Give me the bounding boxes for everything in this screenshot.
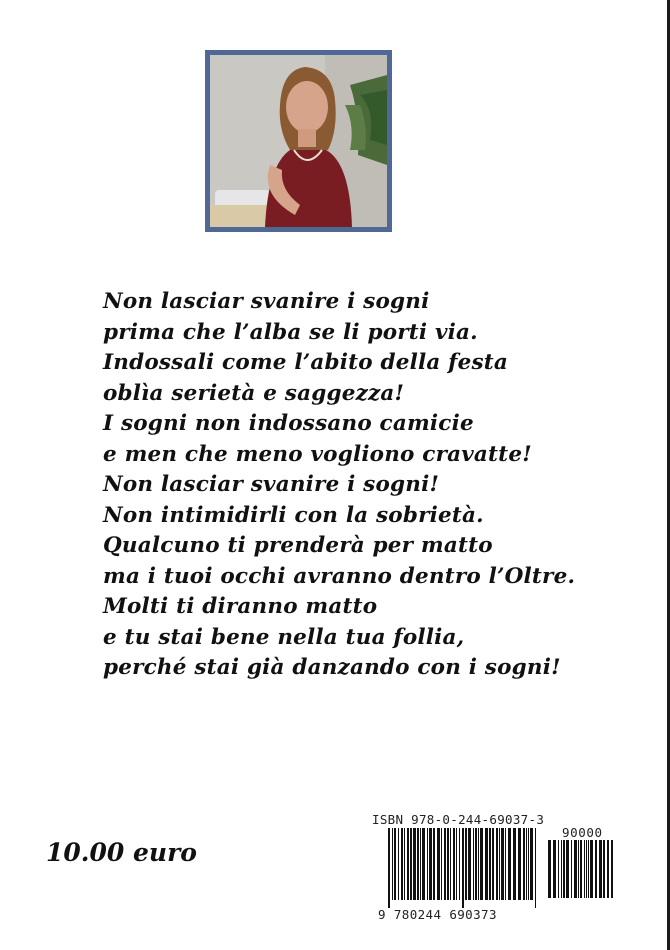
barcode-bar <box>394 828 396 900</box>
barcode-bar <box>496 828 498 900</box>
barcode-bar <box>603 840 605 898</box>
barcode-bar <box>566 840 569 898</box>
barcode-bar <box>535 828 536 908</box>
barcode-bar <box>501 828 504 900</box>
poem-line: Non intimidirli con la sobrietà. <box>103 502 484 528</box>
barcode-bar <box>508 828 511 900</box>
barcode-bar <box>462 828 464 908</box>
barcode-bar <box>563 840 565 898</box>
barcode-bar <box>407 828 409 900</box>
barcode-bar <box>468 828 471 900</box>
barcode-bar <box>595 840 597 898</box>
barcode-bar <box>492 828 494 900</box>
poem-line: ma i tuoi occhi avranno dentro l’Oltre. <box>103 563 576 589</box>
isbn-label: ISBN 978-0-244-69037-3 <box>372 812 545 827</box>
barcode-bar <box>475 828 477 900</box>
poem-line: prima che l’alba se li porti via. <box>103 319 478 345</box>
barcode-addon-code: 90000 <box>562 825 603 840</box>
barcode-bar <box>558 840 559 898</box>
barcode-bar <box>401 828 403 900</box>
barcode-bar <box>441 828 442 900</box>
barcode-bar <box>586 840 587 898</box>
barcode-bar <box>447 828 449 900</box>
barcode-bar <box>528 828 529 900</box>
barcode-bar <box>574 840 577 898</box>
barcode-bar <box>388 828 390 908</box>
barcode-bar <box>427 828 428 900</box>
barcode-bar <box>578 840 579 898</box>
barcode-bar <box>420 828 421 900</box>
barcode-bar <box>437 828 440 900</box>
poem-line: Non lasciar svanire i sogni! <box>103 472 440 497</box>
poem-line: oblìa serietà e saggezza! <box>103 380 405 406</box>
barcode-bar <box>513 828 516 900</box>
barcode-bar <box>485 828 488 900</box>
barcode-bar <box>404 828 405 900</box>
poem-line: Non lasciar svanire i sogni <box>103 289 430 314</box>
poem-line: Indossali come l’abito della festa <box>103 350 509 375</box>
poem-line: Molti ti diranno matto <box>103 594 378 619</box>
barcode-bar <box>571 840 572 898</box>
barcode-bar <box>398 828 399 900</box>
barcode-bar <box>444 828 446 900</box>
barcode-bar <box>392 828 393 900</box>
barcode-bar <box>499 828 500 900</box>
barcode-bar <box>473 828 474 900</box>
barcode-bar <box>505 828 506 900</box>
barcode-bar <box>590 840 593 898</box>
barcode-bar <box>607 840 609 898</box>
barcode-bar <box>453 828 455 900</box>
barcode-bar <box>518 828 521 900</box>
barcode-bar <box>429 828 432 900</box>
barcode-bar <box>417 828 419 900</box>
poem-line: e men che meno vogliono cravatte! <box>103 441 532 467</box>
author-photo <box>210 55 387 227</box>
barcode-bar <box>584 840 585 898</box>
poem <box>103 287 593 684</box>
barcode-bar <box>530 828 533 900</box>
isbn-barcode <box>370 812 622 922</box>
barcode-bar <box>526 828 527 900</box>
barcode-bar <box>611 840 613 898</box>
barcode-bar <box>465 828 467 900</box>
barcode-bar <box>459 828 460 900</box>
poem-line: I sogni non indossano camicie <box>103 411 474 436</box>
barcode-bar <box>413 828 416 900</box>
poem-line: e tu stai bene nella tua follia, <box>103 624 465 650</box>
author-photo-frame <box>205 50 392 232</box>
price-label: 10.00 euro <box>46 838 197 867</box>
barcode-bar <box>580 840 582 898</box>
poem-line: perché stai già danzando con i sogni! <box>103 655 561 680</box>
barcode-bar <box>422 828 425 900</box>
barcode-bar <box>561 840 562 898</box>
barcode-bar <box>433 828 435 900</box>
barcode-addon-bars <box>548 840 614 906</box>
barcode-bar <box>553 840 556 898</box>
barcode-bar <box>588 840 589 898</box>
ean-digits: 9 780244 690373 <box>378 907 497 922</box>
barcode-bar <box>450 828 451 900</box>
barcode-bar <box>548 840 551 898</box>
barcode-main-bars <box>388 828 538 908</box>
barcode-bar <box>480 828 483 900</box>
barcode-bar <box>410 828 412 900</box>
barcode-bar <box>489 828 491 900</box>
barcode-bar <box>599 840 602 898</box>
barcode-bar <box>523 828 525 900</box>
poem-line: Qualcuno ti prenderà per matto <box>103 533 493 558</box>
barcode-bar <box>478 828 479 900</box>
barcode-bar <box>456 828 457 900</box>
